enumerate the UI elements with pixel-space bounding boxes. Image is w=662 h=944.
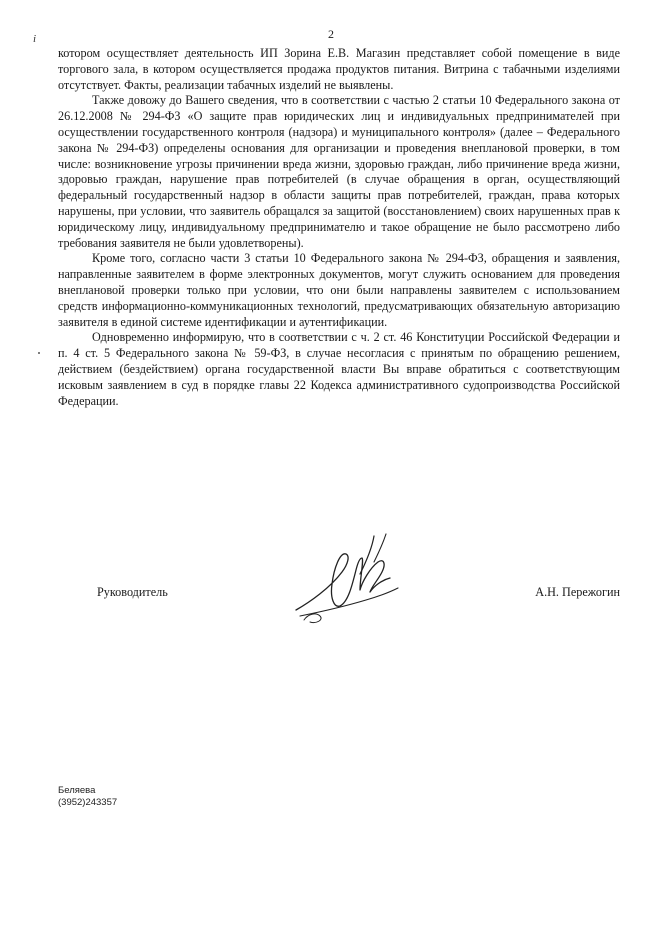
paragraph-continuation: котором осуществляет деятельность ИП Зорина Е.В. Магазин представляет собой помещение в виде торгового зала, в котором осуществляется продажа продуктов питания. Витрина с табачными изделиями отсутствует. Факты, реализации табачных изделий не выявлены. (58, 46, 620, 92)
letter-body (58, 46, 620, 409)
paragraph-legal-basis: Также довожу до Вашего сведения, что в соответствии с частью 2 статьи 10 Федерального закона от 26.12.2008 № 294-ФЗ «О защите прав юридических лиц и индивидуальных предпринимателей при осуществлении государственного контроля (надзора) и муниципального контроля» (далее – Федерального закона № 294-ФЗ) определены основания для организации и проведения внеплановой проверки, в том числе: возникновение угрозы причинении вреда жизни, здоровью граждан, либо причинение вреда жизни, здоровью граждан, нарушение прав потребителей (в случае обращения в орган, осуществляющий федеральный государственный надзор в области защиты прав потребителей, граждан, права которых нарушены, при условии, что заявитель обращался за защитой (восстановлением) своих нарушенных прав к юридическому лицу, индивидуальному предпринимателю и такое обращение не было рассмотрено либо требования заявителя не были удовлетворены). (58, 93, 620, 250)
executor-block (58, 785, 117, 809)
handwritten-signature (290, 528, 410, 628)
paragraph-electronic-appeals: Кроме того, согласно части 3 статьи 10 Федерального закона № 294-ФЗ, обращения и заявления, направленные заявителем в форме электронных документов, могут служить основанием для проведения внеплановой проверки только при условии, что они были направлены заявителем с использованием средств информационно-коммуникационных технологий, предусматривающих обязательную авторизацию заявителя в единой системе идентификации и аутентификации. (58, 251, 620, 329)
signatory-position: Руководитель (97, 585, 168, 599)
paragraph-appeal-rights: Одновременно информирую, что в соответствии с ч. 2 ст. 46 Конституции Российской Федерации и п. 4 ст. 5 Федерального закона № 59-ФЗ, в случае несогласия с принятым по обращению решением, действием (бездействием) органа государственной власти Вы вправе обратиться с соответствующим исковым заявлением в суд в порядке главы 22 Кодекса административного судопроизводства Российской Федерации. (58, 330, 620, 408)
margin-mark: i (33, 33, 37, 45)
margin-dot (38, 352, 40, 354)
signature-row (97, 585, 620, 603)
signatory-name: А.Н. Пережогин (535, 585, 620, 599)
executor-name: Беляева (58, 785, 96, 796)
executor-phone: (3952)243357 (58, 797, 118, 808)
page-number: 2 (328, 27, 334, 41)
